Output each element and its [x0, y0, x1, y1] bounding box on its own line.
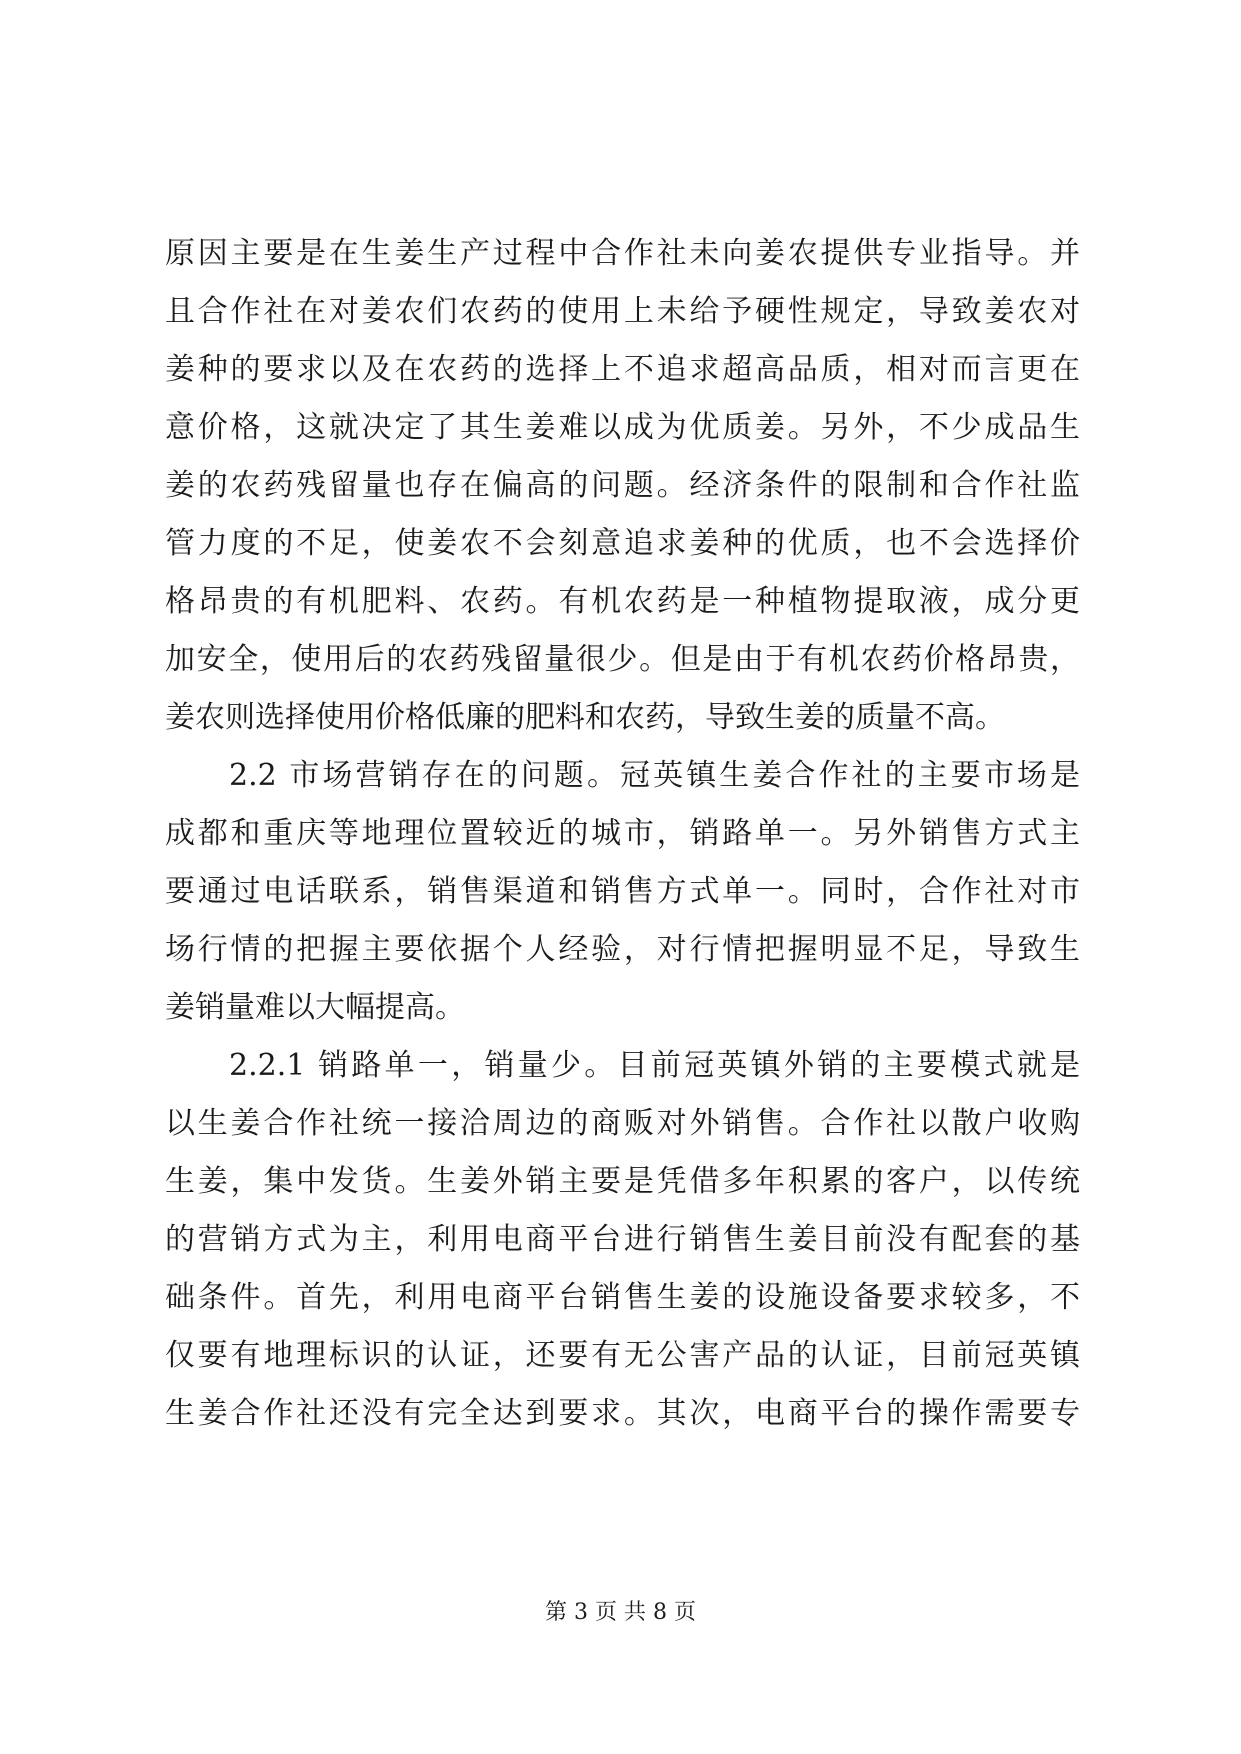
paragraph-section-2-2-1 [165, 1037, 1080, 1443]
text-line: 意价格，这就决定了其生姜难以成为优质姜。另外，不少成品生 [165, 410, 1080, 445]
text-line: 础条件。首先，利用电商平台销售生姜的设施设备要求较多，不 [165, 1280, 1080, 1315]
text-line: 2.2.1 销路单一，销量少。目前冠英镇外销的主要模式就是 [229, 1048, 1080, 1083]
text-line: 2.2 市场营销存在的问题。冠英镇生姜合作社的主要市场是 [229, 758, 1080, 793]
text-line: 生姜合作社还没有完全达到要求。其次，电商平台的操作需要专 [165, 1396, 1080, 1431]
text-line: 且合作社在对姜农们农药的使用上未给予硬性规定，导致姜农对 [165, 294, 1080, 329]
page-number-footer: 第 3 页 共 8 页 [545, 1600, 696, 1625]
text-line: 以生姜合作社统一接洽周边的商贩对外销售。合作社以散户收购 [165, 1106, 1080, 1141]
paragraph-section-2-2 [165, 747, 1080, 1037]
text-line: 要通过电话联系，销售渠道和销售方式单一。同时，合作社对市 [165, 874, 1080, 909]
text-line: 成都和重庆等地理位置较近的城市，销路单一。另外销售方式主 [165, 816, 1080, 851]
text-line: 的营销方式为主，利用电商平台进行销售生姜目前没有配套的基 [165, 1222, 1080, 1257]
text-line: 格昂贵的有机肥料、农药。有机农药是一种植物提取液，成分更 [165, 584, 1080, 619]
text-line: 仅要有地理标识的认证，还要有无公害产品的认证，目前冠英镇 [165, 1338, 1080, 1373]
text-line: 生姜，集中发货。生姜外销主要是凭借多年积累的客户，以传统 [165, 1164, 1080, 1199]
text-line: 加安全，使用后的农药残留量很少。但是由于有机农药价格昂贵， [165, 642, 1080, 677]
text-line: 姜的农药残留量也存在偏高的问题。经济条件的限制和合作社监 [165, 468, 1080, 503]
text-line: 姜种的要求以及在农药的选择上不追求超高品质，相对而言更在 [165, 352, 1080, 387]
body-text [165, 225, 1080, 1443]
text-line: 姜销量难以大幅提高。 [165, 990, 465, 1025]
text-line: 姜农则选择使用价格低廉的肥料和农药，导致生姜的质量不高。 [165, 700, 1005, 735]
text-line: 原因主要是在生姜生产过程中合作社未向姜农提供专业指导。并 [165, 236, 1080, 271]
paragraph-pesticide-quality [165, 225, 1080, 747]
text-line: 场行情的把握主要依据个人经验，对行情把握明显不足，导致生 [165, 932, 1080, 967]
text-line: 管力度的不足，使姜农不会刻意追求姜种的优质，也不会选择价 [165, 526, 1080, 561]
